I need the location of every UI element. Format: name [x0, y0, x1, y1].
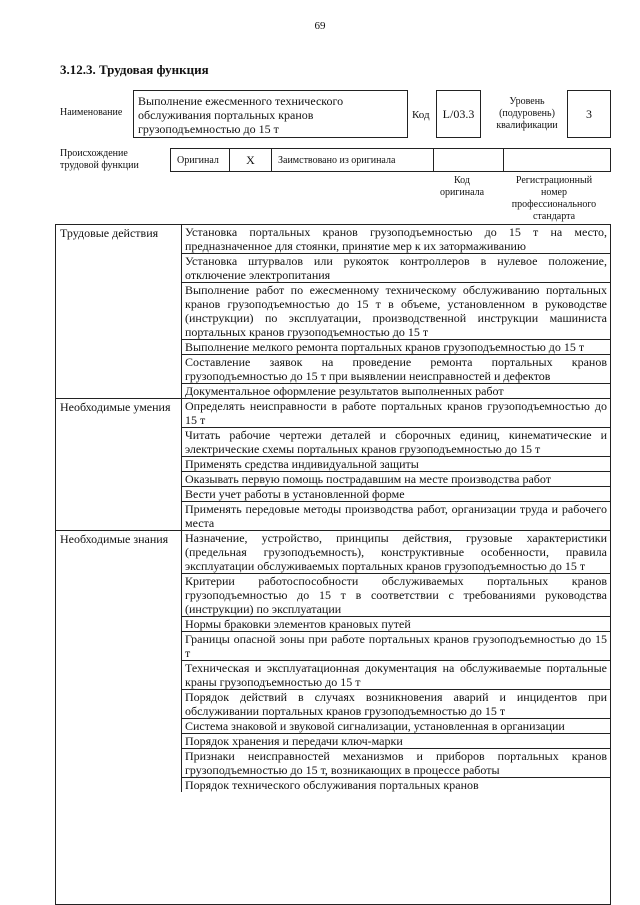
section-label: Трудовые действия	[56, 225, 182, 398]
section-title: 3.12.3. Трудовая функция	[60, 62, 209, 77]
table-row: Признаки неисправностей механизмов и приборов портальных кранов грузоподъемностью до 15 т, возникающих в процессе работы	[182, 749, 610, 778]
name-label: Наименование	[60, 107, 123, 118]
origin-table	[170, 148, 611, 172]
table-row: Назначение, устройство, принципы действия, грузовые характеристики (предельная грузоподъемность), конструктивные особенности, правила эксплуатации обслуживаемых портальных кранов грузоподъемностью до 15 т	[182, 531, 610, 574]
table-row: Порядок хранения и передачи ключ-марки	[182, 734, 610, 749]
table-row: Выполнение мелкого ремонта портальных кранов грузоподъемностью до 15 т	[182, 340, 610, 355]
code-label: Код	[412, 109, 430, 121]
section-required-skills	[56, 398, 610, 530]
page-number: 69	[314, 20, 326, 32]
section-required-knowledge	[56, 530, 610, 792]
code-value: L/03.3	[436, 90, 481, 138]
table-row: Установка портальных кранов грузоподъемностью до 15 т на место, предназначенное для стоянки, принятие мер к их затормаживанию	[182, 225, 610, 254]
table-row: Установка штурвалов или рукояток контроллеров в нулевое положение, отключение электропитания	[182, 254, 610, 283]
table-row: Система знаковой и звуковой сигнализации, установленная в организации	[182, 719, 610, 734]
table-row: Границы опасной зоны при работе портальных кранов грузоподъемностью до 15 т	[182, 632, 610, 661]
table-row: Нормы браковки элементов крановых путей	[182, 617, 610, 632]
borrowed-label: Заимствовано из оригинала	[271, 149, 433, 171]
level-label: Уровень (подуровень) квалификации	[496, 96, 558, 131]
table-row: Вести учет работы в установленной форме	[182, 487, 610, 502]
table-row: Определять неисправности в работе портальных кранов грузоподъемностью до 15 т	[182, 399, 610, 428]
function-table	[55, 224, 611, 905]
section-label: Необходимые знания	[56, 531, 182, 792]
original-label: Оригинал	[177, 154, 219, 166]
table-row: Выполнение работ по ежесменному техническому обслуживанию портальных кранов грузоподъемностью до 15 т в объеме, установленном в руководстве (инструкции) по эксплуатации, производственной инструкции машиниста портальных кранов грузоподъемностью до 15 т	[182, 283, 610, 340]
table-row: Порядок действий в случаях возникновения аварий и инцидентов при обслуживании портальных кранов грузоподъемностью до 15 т	[182, 690, 610, 719]
table-row: Техническая и эксплуатационная документация на обслуживаемые портальные краны грузоподъемностью до 15 т	[182, 661, 610, 690]
table-row: Применять передовые методы производства работ, организации труда и рабочего места	[185, 502, 607, 530]
table-row: Документальное оформление результатов выполненных работ	[185, 384, 504, 398]
origin-label: Происхождение трудовой функции	[60, 148, 139, 171]
table-row: Порядок технического обслуживания портальных кранов	[185, 778, 479, 792]
original-mark: X	[229, 149, 271, 171]
registration-number-cell	[503, 149, 610, 171]
level-value: 3	[567, 90, 611, 138]
table-row: Составление заявок на проведение ремонта портальных кранов грузоподъемностью до 15 т при выявлении неисправностей и дефектов	[182, 355, 610, 384]
table-row: Читать рабочие чертежи деталей и сборочных единиц, кинематические и электрические схемы портальных кранов грузоподъемностью до 15 т	[182, 428, 610, 457]
section-labor-actions	[56, 225, 610, 398]
section-label: Необходимые умения	[56, 399, 182, 530]
table-row: Оказывать первую помощь пострадавшим на месте производства работ	[182, 472, 610, 487]
table-row: Критерии работоспособности обслуживаемых портальных кранов грузоподъемностью до 15 т в соответствии с требованиями руководства (инструкции) по эксплуатации	[182, 574, 610, 617]
registration-label: Регистрационный номер профессионального стандарта	[511, 175, 597, 222]
original-code-label: Код оригинала	[439, 175, 485, 198]
table-row: Применять средства индивидуальной защиты	[182, 457, 610, 472]
function-name-value: Выполнение ежесменного технического обслуживания портальных кранов грузоподъемностью до 15 т	[133, 90, 408, 138]
original-code-cell	[433, 149, 503, 171]
